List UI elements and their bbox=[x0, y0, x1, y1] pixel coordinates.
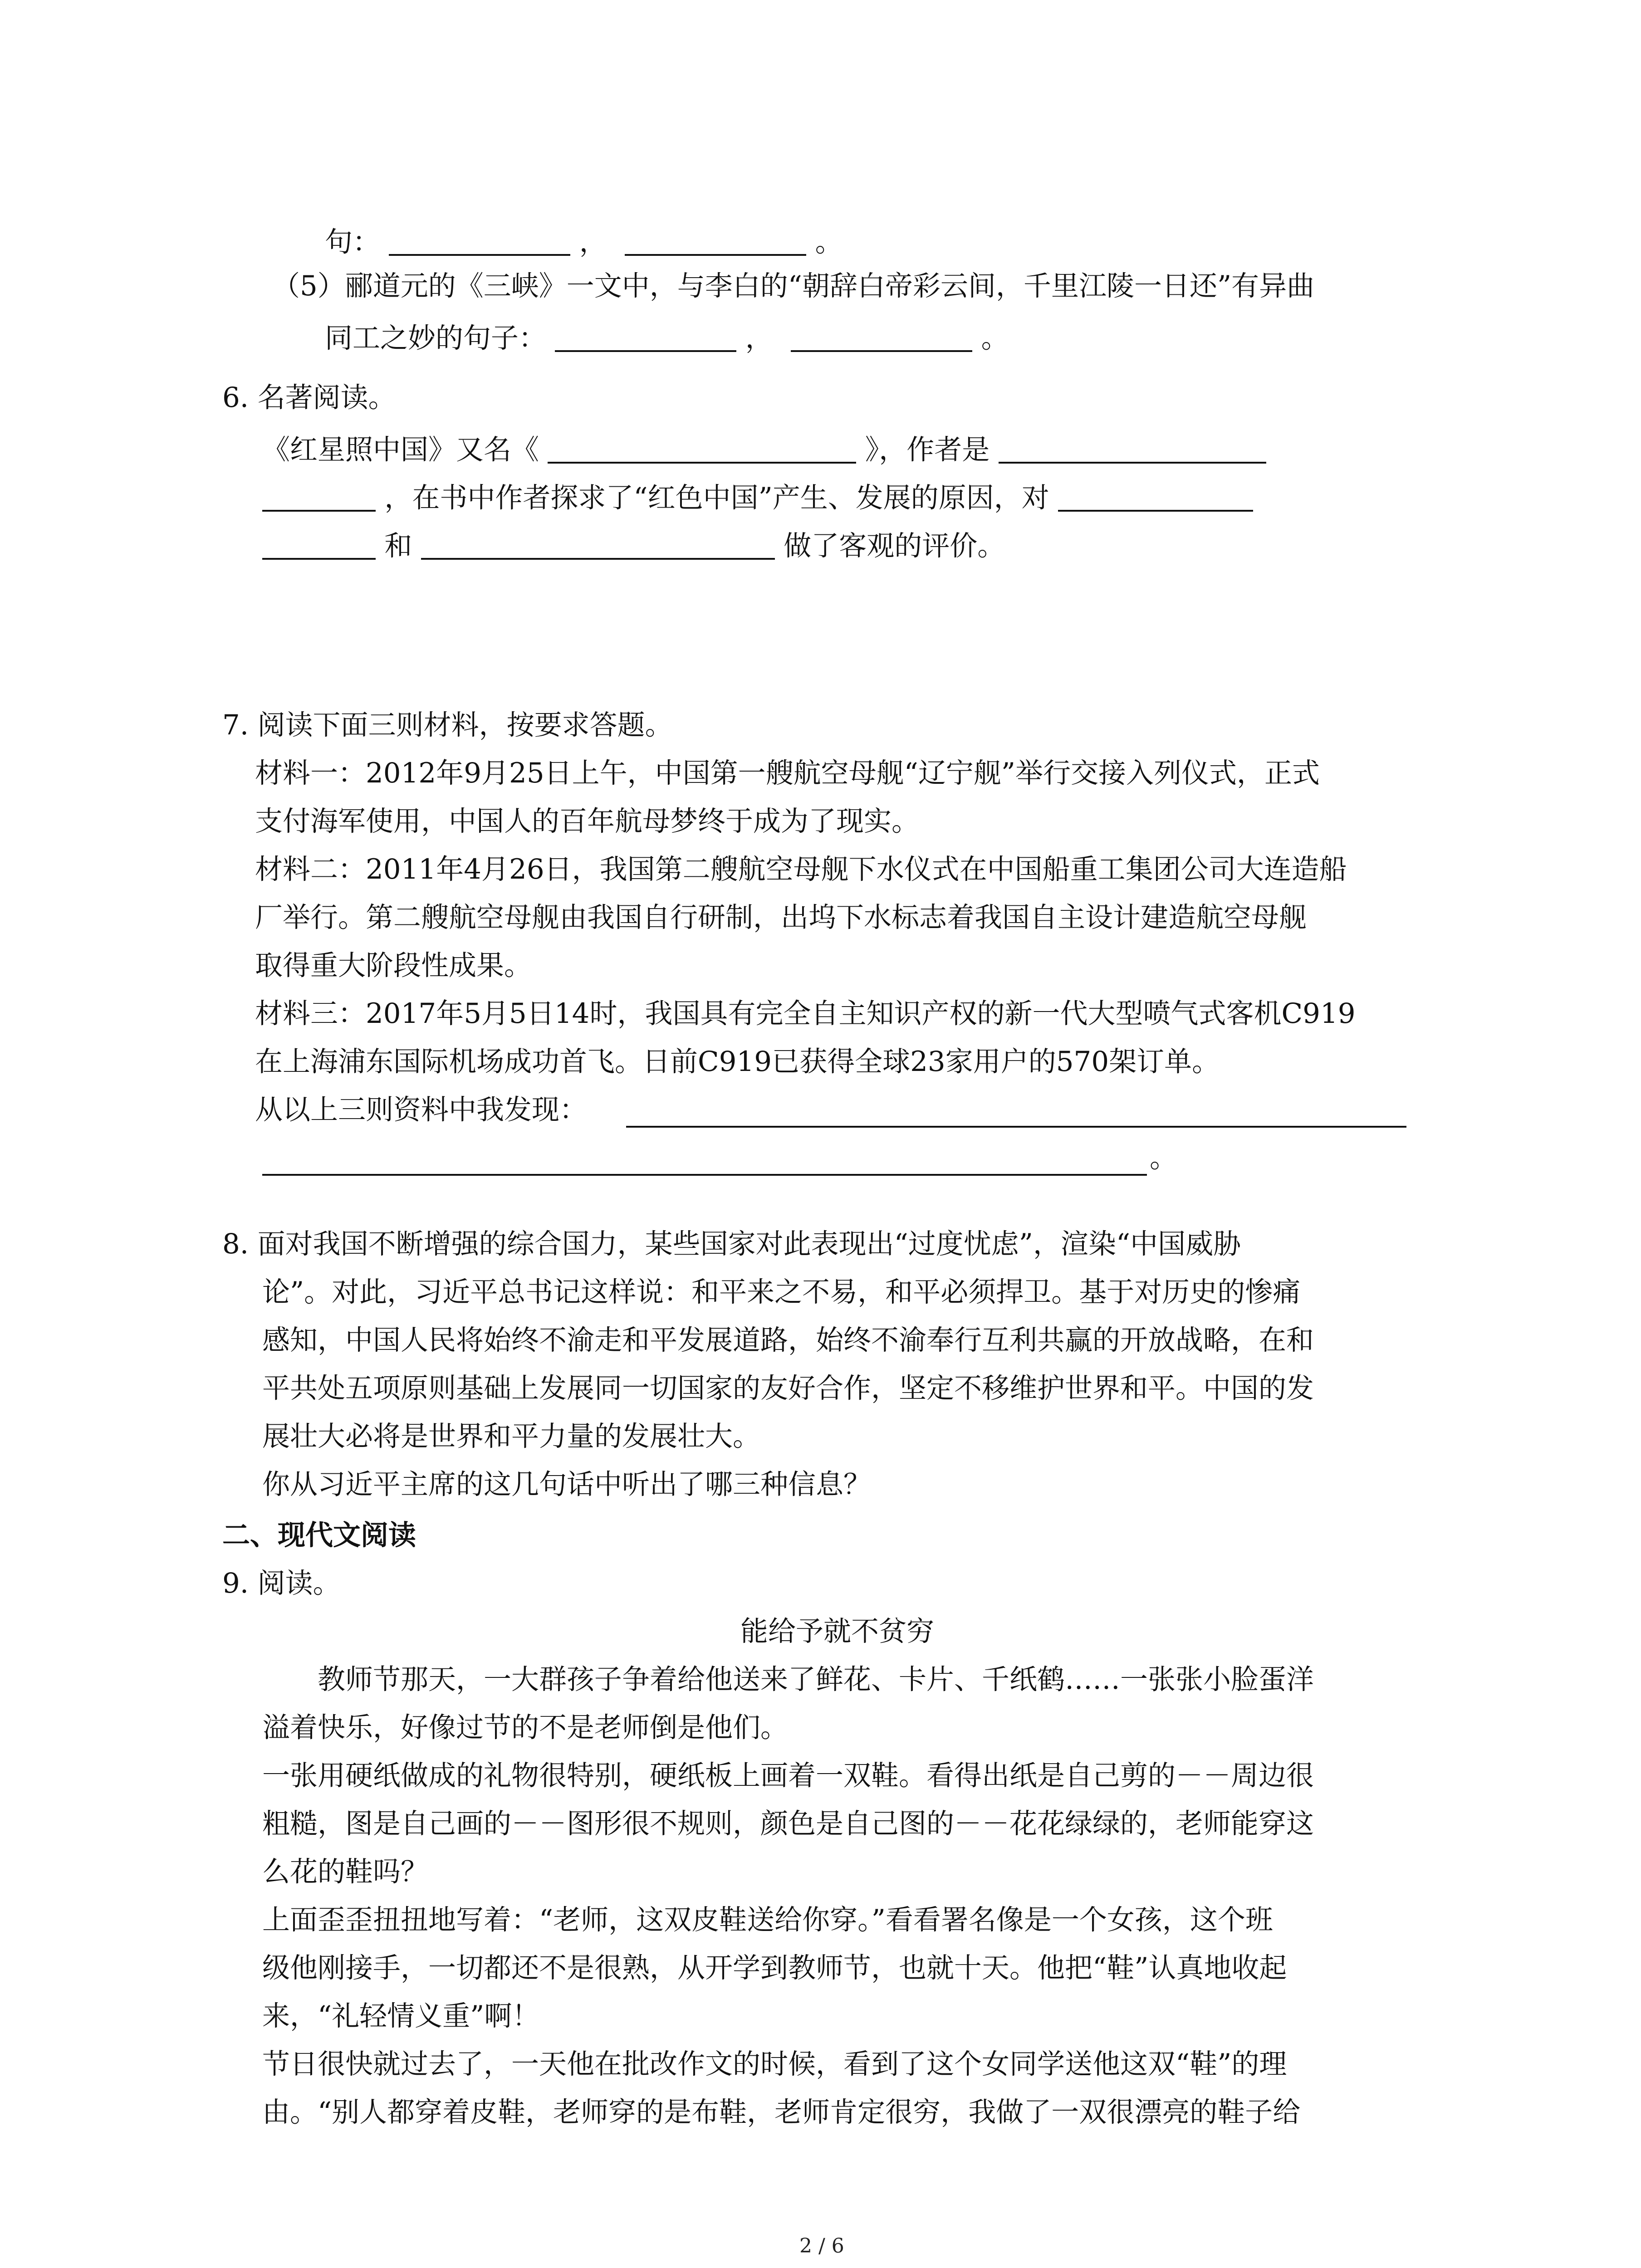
q8-line2: 论”。对此，习近平总书记这样说：和平来之不易，和平必须捍卫。基于对历史的惨痛 bbox=[262, 1276, 1301, 1308]
essay-title: 能给予就不贫穷 bbox=[740, 1615, 935, 1647]
section-heading: 二、现代文阅读 bbox=[222, 1519, 416, 1551]
q7-material2-line3: 取得重大阶段性成果。 bbox=[255, 949, 532, 982]
answer-blank[interactable] bbox=[555, 320, 736, 352]
q8-line4: 平共处五项原则基础上发展同一切国家的友好合作，坚定不移维护世界和平。中国的发 bbox=[262, 1372, 1314, 1404]
answer-blank[interactable] bbox=[421, 528, 775, 560]
q5-5-line2: 同工之妙的句子： ， 。 bbox=[325, 320, 1009, 352]
essay-line: 溢着快乐，好像过节的不是老师倒是他们。 bbox=[262, 1711, 789, 1744]
essay-line: 节日很快就过去了，一天他在批改作文的时候，看到了这个女同学送他这双“鞋”的理 bbox=[262, 2048, 1287, 2080]
question-title: 阅读。 bbox=[257, 1567, 341, 1599]
q7-end-period: 。 bbox=[1150, 1142, 1178, 1174]
q5-continuation-line: 句： ， 。 bbox=[325, 224, 843, 256]
answer-blank[interactable] bbox=[1058, 480, 1253, 512]
q7-heading bbox=[222, 711, 673, 739]
answer-blank[interactable] bbox=[625, 224, 806, 256]
essay-line: 么花的鞋吗？ bbox=[262, 1856, 429, 1888]
q6-line3: 和 做了客观的评价。 bbox=[262, 528, 1005, 560]
question-number: 7. bbox=[222, 709, 249, 741]
q8-question: 你从习近平主席的这几句话中听出了哪三种信息？ bbox=[262, 1468, 872, 1501]
q5-5-line1: （5）郦道元的《三峡》一文中，与李白的“朝辞白帝彩云间，千里江陵一日还”有异曲 bbox=[272, 270, 1315, 302]
q7-material3-line1: 材料三：2017年5月5日14时，我国具有完全自主知识产权的新一代大型喷气式客机C919 bbox=[255, 997, 1356, 1030]
essay-line: 一张用硬纸做成的礼物很特别，硬纸板上画着一双鞋。看得出纸是自己剪的－－周边很 bbox=[262, 1760, 1314, 1792]
q7-material3-line2: 在上海浦东国际机场成功首飞。日前C919已获得全球23家用户的570架订单。 bbox=[255, 1046, 1220, 1078]
answer-blank[interactable] bbox=[262, 528, 376, 560]
q8-line1: 8. 面对我国不断增强的综合国力，某些国家对此表现出“过度忧虑”，渲染“中国威胁 bbox=[222, 1228, 1241, 1260]
q7-material1-line2: 支付海军使用，中国人的百年航母梦终于成为了现实。 bbox=[255, 805, 920, 837]
question-title: 阅读下面三则材料，按要求答题。 bbox=[257, 709, 673, 741]
answer-blank[interactable] bbox=[999, 432, 1266, 464]
question-number: 9. bbox=[222, 1567, 249, 1599]
essay-line: 由。“别人都穿着皮鞋，老师穿的是布鞋，老师肯定很穷，我做了一双很漂亮的鞋子给 bbox=[262, 2096, 1301, 2128]
answer-blank[interactable] bbox=[262, 480, 376, 512]
essay-line: 教师节那天，一大群孩子争着给他送来了鲜花、卡片、千纸鹤……一张张小脸蛋洋 bbox=[318, 1663, 1314, 1696]
essay-line: 级他刚接手，一切都还不是很熟，从开学到教师节，也就十天。他把“鞋”认真地收起 bbox=[262, 1952, 1287, 1984]
q7-material2-line2: 厂举行。第二艘航空母舰由我国自行研制，出坞下水标志着我国自主设计建造航空母舰 bbox=[255, 901, 1307, 934]
q8-line3: 感知，中国人民将始终不渝走和平发展道路，始终不渝奉行互利共赢的开放战略，在和 bbox=[262, 1324, 1314, 1356]
q7-material2-line1: 材料二：2011年4月26日，我国第二艘航空母舰下水仪式在中国船重工集团公司大连造船 bbox=[255, 853, 1347, 885]
q7-material1-line1: 材料一：2012年9月25日上午，中国第一艘航空母舰“辽宁舰”举行交接入列仪式，正式 bbox=[255, 757, 1320, 789]
answer-blank[interactable] bbox=[548, 432, 856, 464]
answer-line[interactable] bbox=[262, 1174, 1147, 1176]
q9-heading bbox=[222, 1569, 341, 1597]
essay-line: 上面歪歪扭扭地写着：“老师，这双皮鞋送给你穿。”看看署名像是一个女孩，这个班 bbox=[262, 1904, 1273, 1936]
q6-heading bbox=[222, 381, 396, 414]
question-number: 8. bbox=[222, 1228, 249, 1260]
answer-line[interactable] bbox=[626, 1126, 1406, 1128]
question-title: 名著阅读。 bbox=[257, 381, 396, 414]
q6-line2: ，在书中作者探求了“红色中国”产生、发展的原因，对 bbox=[262, 480, 1253, 512]
q5-prefix: 句： bbox=[325, 226, 381, 258]
q6-line1: 《红星照中国》又名《 》，作者是 bbox=[262, 432, 1266, 464]
question-number: 6. bbox=[222, 381, 249, 414]
answer-blank[interactable] bbox=[389, 224, 570, 256]
answer-blank[interactable] bbox=[791, 320, 972, 352]
essay-line: 粗糙，图是自己画的－－图形很不规则，颜色是自己图的－－花花绿绿的，老师能穿这 bbox=[262, 1808, 1314, 1840]
essay-line: 来，“礼轻情义重”啊！ bbox=[262, 2000, 540, 2032]
page-number: 2 / 6 bbox=[799, 2234, 844, 2258]
q7-find-label: 从以上三则资料中我发现： bbox=[255, 1094, 588, 1126]
q8-line5: 展壮大必将是世界和平力量的发展壮大。 bbox=[262, 1420, 761, 1452]
